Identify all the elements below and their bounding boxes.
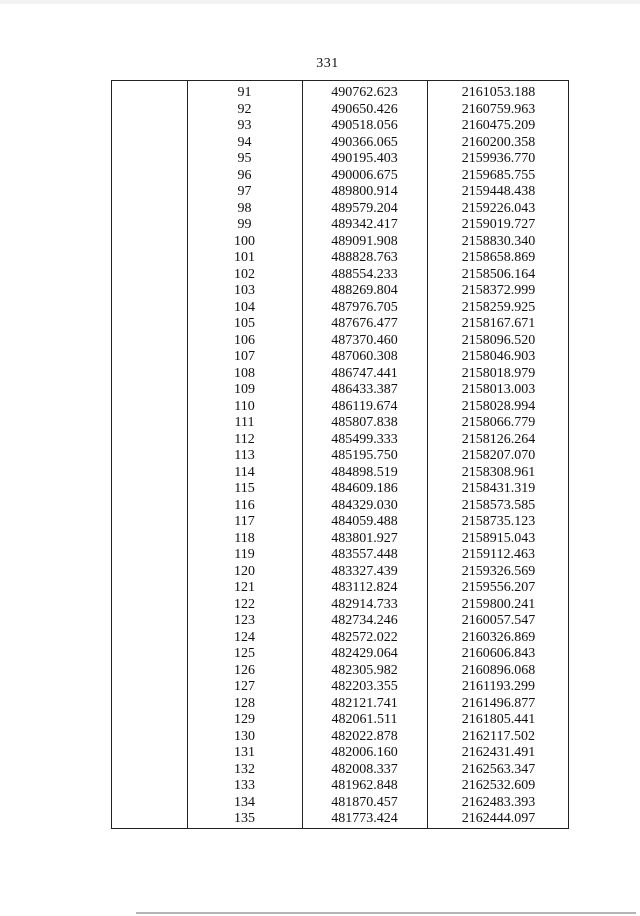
x-coordinate-cell: 486747.441 — [331, 365, 398, 381]
y-coordinate-cell: 2159556.207 — [461, 580, 536, 595]
x-coordinate-cell: 489342.417 — [331, 217, 398, 232]
x-coordinate-cell: 489579.204 — [331, 200, 398, 216]
x-coordinate-cell: 487370.460 — [331, 332, 398, 348]
x-coordinate-cell: 482429.064 — [331, 646, 398, 661]
table-row — [112, 217, 568, 234]
table-row — [112, 696, 568, 713]
x-coordinate-cell: 482305.982 — [331, 662, 398, 678]
point-number-cell: 119 — [234, 547, 255, 562]
table-row — [112, 250, 568, 267]
x-coordinate-cell: 482734.246 — [331, 613, 398, 628]
table-row — [112, 399, 568, 416]
table-row — [112, 135, 568, 152]
point-number-cell: 105 — [234, 316, 255, 331]
y-coordinate-cell: 2158431.319 — [461, 481, 536, 496]
point-number-cell: 100 — [234, 233, 255, 249]
point-number-cell: 110 — [234, 398, 255, 414]
table-row — [112, 234, 568, 251]
point-number-cell: 94 — [237, 134, 252, 150]
table-row — [112, 85, 568, 102]
y-coordinate-cell: 2158506.164 — [461, 266, 536, 282]
table-row — [112, 465, 568, 482]
x-coordinate-cell: 490650.426 — [331, 101, 398, 117]
y-coordinate-cell: 2162483.393 — [461, 794, 536, 810]
point-number-cell: 101 — [234, 250, 255, 265]
y-coordinate-cell: 2158046.903 — [461, 349, 536, 364]
y-coordinate-cell: 2158028.994 — [461, 398, 536, 414]
y-coordinate-cell: 2158018.979 — [461, 365, 536, 381]
y-coordinate-cell: 2159685.755 — [461, 167, 536, 183]
x-coordinate-cell: 484059.488 — [331, 514, 398, 529]
x-coordinate-cell: 488828.763 — [331, 250, 398, 265]
x-coordinate-cell: 482006.160 — [331, 745, 398, 760]
point-number-cell: 104 — [234, 299, 255, 315]
table-row — [112, 580, 568, 597]
table-row — [112, 712, 568, 729]
x-coordinate-cell: 485807.838 — [331, 415, 398, 430]
table-row — [112, 168, 568, 185]
point-number-cell: 121 — [234, 580, 255, 595]
page-number: 331 — [316, 56, 339, 71]
table-row — [112, 432, 568, 449]
y-coordinate-cell: 2159936.770 — [461, 151, 536, 166]
table-row — [112, 514, 568, 531]
y-coordinate-cell: 2158915.043 — [461, 530, 536, 546]
point-number-cell: 123 — [234, 613, 255, 628]
table-row — [112, 531, 568, 548]
y-coordinate-cell: 2158830.340 — [461, 233, 536, 249]
table-row — [112, 102, 568, 119]
table-row — [112, 366, 568, 383]
table-row — [112, 349, 568, 366]
point-number-cell: 130 — [234, 728, 255, 744]
point-number-cell: 95 — [237, 151, 252, 166]
x-coordinate-cell: 487976.705 — [331, 299, 398, 315]
x-coordinate-cell: 481962.848 — [331, 778, 398, 793]
point-number-cell: 93 — [237, 118, 252, 133]
point-number-cell: 92 — [237, 101, 252, 117]
table-row — [112, 564, 568, 581]
y-coordinate-cell: 2162532.609 — [461, 778, 536, 793]
table-row — [112, 448, 568, 465]
y-coordinate-cell: 2162117.502 — [462, 728, 535, 744]
table-row — [112, 795, 568, 812]
x-coordinate-cell: 490195.403 — [331, 151, 398, 166]
x-coordinate-cell: 489091.908 — [331, 233, 398, 249]
point-number-cell: 127 — [234, 679, 255, 694]
x-coordinate-cell: 490366.065 — [331, 134, 398, 150]
point-number-cell: 98 — [237, 200, 252, 216]
point-number-cell: 102 — [234, 266, 255, 282]
x-coordinate-cell: 486119.674 — [331, 398, 398, 414]
x-coordinate-cell: 486433.387 — [331, 382, 398, 397]
y-coordinate-cell: 2160057.547 — [461, 613, 536, 628]
point-number-cell: 114 — [234, 464, 255, 480]
point-number-cell: 122 — [234, 596, 255, 612]
point-number-cell: 128 — [234, 695, 255, 711]
x-coordinate-cell: 490006.675 — [331, 167, 398, 183]
point-number-cell: 115 — [234, 481, 255, 496]
y-coordinate-cell: 2159326.569 — [461, 563, 536, 579]
table-row — [112, 184, 568, 201]
x-coordinate-cell: 489800.914 — [331, 184, 398, 199]
y-coordinate-cell: 2160896.068 — [461, 662, 536, 678]
point-number-cell: 96 — [237, 167, 252, 183]
point-number-cell: 113 — [234, 448, 255, 463]
point-number-cell: 107 — [234, 349, 255, 364]
y-coordinate-cell: 2158096.520 — [461, 332, 536, 348]
point-number-cell: 97 — [237, 184, 252, 199]
x-coordinate-cell: 490762.623 — [331, 85, 398, 100]
x-coordinate-cell: 490518.056 — [331, 118, 398, 133]
table-row — [112, 481, 568, 498]
table-row — [112, 201, 568, 218]
point-number-cell: 118 — [234, 530, 255, 546]
point-number-cell: 135 — [234, 811, 255, 826]
y-coordinate-cell: 2161496.877 — [461, 695, 536, 711]
x-coordinate-cell: 487676.477 — [331, 316, 398, 331]
x-coordinate-cell: 485195.750 — [331, 448, 398, 463]
x-coordinate-cell: 484898.519 — [331, 464, 398, 480]
x-coordinate-cell: 485499.333 — [331, 431, 398, 447]
table-row — [112, 663, 568, 680]
y-coordinate-cell: 2158066.779 — [461, 415, 536, 430]
x-coordinate-cell: 482203.355 — [331, 679, 398, 694]
y-coordinate-cell: 2160326.869 — [461, 629, 536, 645]
y-coordinate-cell: 2161193.299 — [462, 679, 535, 694]
scan-bottom-edge — [136, 912, 636, 914]
x-coordinate-cell: 482914.733 — [331, 596, 398, 612]
point-number-cell: 126 — [234, 662, 255, 678]
point-number-cell: 133 — [234, 778, 255, 793]
point-number-cell: 129 — [234, 712, 255, 727]
y-coordinate-cell: 2158658.869 — [461, 250, 536, 265]
table-row — [112, 630, 568, 647]
y-coordinate-cell: 2161805.441 — [461, 712, 536, 727]
x-coordinate-cell: 482022.878 — [331, 728, 398, 744]
table-row — [112, 613, 568, 630]
point-number-cell: 108 — [234, 365, 255, 381]
y-coordinate-cell: 2160475.209 — [461, 118, 536, 133]
point-number-cell: 117 — [234, 514, 255, 529]
y-coordinate-cell: 2160200.358 — [461, 134, 536, 150]
point-number-cell: 103 — [234, 283, 255, 298]
point-number-cell: 112 — [234, 431, 255, 447]
y-coordinate-cell: 2158259.925 — [461, 299, 536, 315]
x-coordinate-cell: 484609.186 — [331, 481, 398, 496]
table-body — [112, 85, 568, 828]
x-coordinate-cell: 483327.439 — [331, 563, 398, 579]
table-row — [112, 547, 568, 564]
y-coordinate-cell: 2162431.491 — [461, 745, 536, 760]
table-row — [112, 382, 568, 399]
y-coordinate-cell: 2160759.963 — [461, 101, 536, 117]
point-number-cell: 106 — [234, 332, 255, 348]
table-row — [112, 729, 568, 746]
y-coordinate-cell: 2158207.070 — [461, 448, 536, 463]
point-number-cell: 91 — [237, 85, 252, 100]
table-row — [112, 283, 568, 300]
y-coordinate-cell: 2158126.264 — [461, 431, 536, 447]
x-coordinate-cell: 483801.927 — [331, 530, 398, 546]
table-row — [112, 333, 568, 350]
x-coordinate-cell: 484329.030 — [331, 497, 398, 513]
point-number-cell: 131 — [234, 745, 255, 760]
table-row — [112, 762, 568, 779]
y-coordinate-cell: 2158167.671 — [461, 316, 536, 331]
x-coordinate-cell: 482061.511 — [331, 712, 398, 727]
x-coordinate-cell: 481773.424 — [331, 811, 398, 826]
y-coordinate-cell: 2158573.585 — [461, 497, 536, 513]
x-coordinate-cell: 483557.448 — [331, 547, 398, 562]
y-coordinate-cell: 2162444.097 — [461, 811, 536, 826]
table-row — [112, 300, 568, 317]
point-number-cell: 132 — [234, 761, 255, 777]
y-coordinate-cell: 2158372.999 — [461, 283, 536, 298]
y-coordinate-cell: 2158735.123 — [461, 514, 536, 529]
x-coordinate-cell: 487060.308 — [331, 349, 398, 364]
table-row — [112, 811, 568, 828]
y-coordinate-cell: 2159800.241 — [461, 596, 536, 612]
point-number-cell: 125 — [234, 646, 255, 661]
point-number-cell: 99 — [237, 217, 252, 232]
y-coordinate-cell: 2159226.043 — [461, 200, 536, 216]
point-number-cell: 111 — [234, 415, 255, 430]
x-coordinate-cell: 482572.022 — [331, 629, 398, 645]
table-row — [112, 597, 568, 614]
table-row — [112, 498, 568, 515]
table-row — [112, 679, 568, 696]
y-coordinate-cell: 2159019.727 — [461, 217, 536, 232]
x-coordinate-cell: 482121.741 — [331, 695, 398, 711]
point-number-cell: 109 — [234, 382, 255, 397]
y-coordinate-cell: 2158013.003 — [461, 382, 536, 397]
y-coordinate-cell: 2162563.347 — [461, 761, 536, 777]
table-row — [112, 267, 568, 284]
y-coordinate-cell: 2158308.961 — [461, 464, 536, 480]
point-number-cell: 116 — [234, 497, 255, 513]
scan-top-edge — [0, 0, 640, 4]
point-number-cell: 120 — [234, 563, 255, 579]
table-row — [112, 778, 568, 795]
point-number-cell: 124 — [234, 629, 255, 645]
table-row — [112, 646, 568, 663]
table-row — [112, 415, 568, 432]
y-coordinate-cell: 2159448.438 — [461, 184, 536, 199]
table-row — [112, 118, 568, 135]
x-coordinate-cell: 488269.804 — [331, 283, 398, 298]
x-coordinate-cell: 481870.457 — [331, 794, 398, 810]
x-coordinate-cell: 483112.824 — [331, 580, 398, 595]
table-row — [112, 745, 568, 762]
y-coordinate-cell: 2161053.188 — [461, 85, 536, 100]
coordinate-table — [111, 80, 569, 829]
y-coordinate-cell: 2159112.463 — [462, 547, 535, 562]
point-number-cell: 134 — [234, 794, 255, 810]
table-row — [112, 151, 568, 168]
x-coordinate-cell: 482008.337 — [331, 761, 398, 777]
table-row — [112, 316, 568, 333]
y-coordinate-cell: 2160606.843 — [461, 646, 536, 661]
x-coordinate-cell: 488554.233 — [331, 266, 398, 282]
